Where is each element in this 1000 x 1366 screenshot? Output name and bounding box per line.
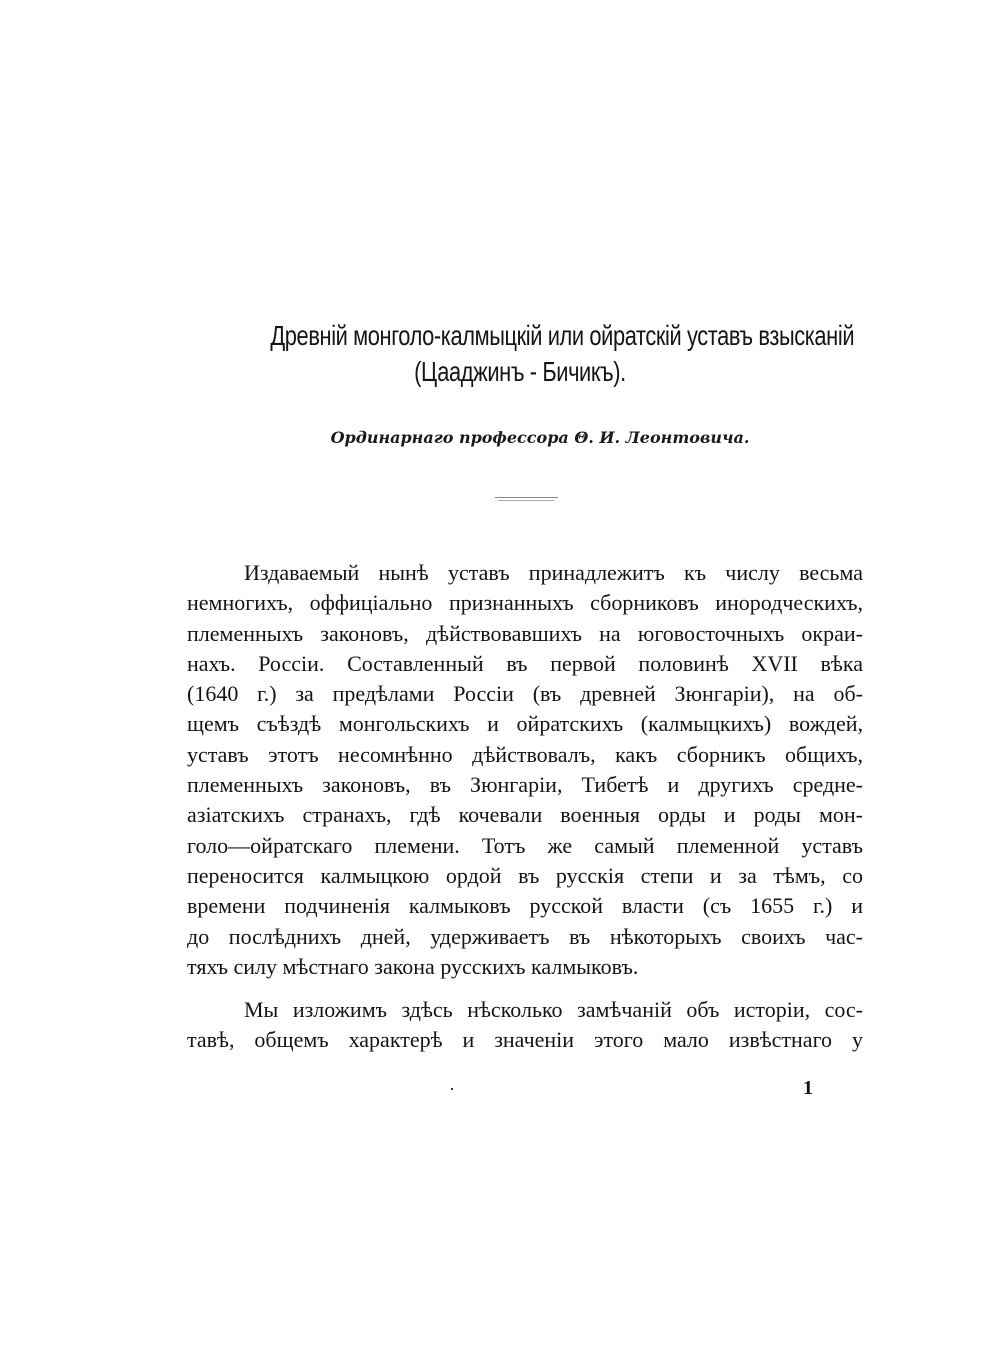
paragraph-1 [187,558,863,982]
paragraph-line: голо—ойратскаго племени. Тотъ же самый племенной уставъ [187,832,863,858]
paragraph-line: тяхъ силу мѣстнаго закона русскихъ калмыковъ. [187,953,639,979]
paragraph-line: переносится калмыцкою ордой въ русскія степи и за тѣмъ, со [187,862,863,888]
paragraph-line: Мы изложимъ здѣсь нѣсколько замѣчаній объ исторіи, сос- [244,997,863,1023]
paragraph-line: времени подчиненія калмыковъ русской власти (съ 1655 г.) и [187,893,863,919]
paragraph-line: немногихъ, оффиціально признанныхъ сборниковъ инородческихъ, [187,590,863,616]
paragraph-line: (1640 г.) за предѣлами Россіи (въ древней Зюнгаріи), на об- [187,681,863,707]
paragraph-line: племенныхъ законовъ, въ Зюнгаріи, Тибетѣ и другихъ средне- [187,772,863,798]
title-line-1: Древній монголо-калмыцкій или ойратскій уставъ взысканій [270,320,855,351]
paragraph-line: азіатскихъ странахъ, гдѣ кочевали военныя орды и роды мон- [187,802,863,828]
separator-line-top [495,497,558,498]
paragraph-line: щемъ съѣздѣ монгольскихъ и ойратскихъ (калмыцкихъ) вождей, [187,711,863,737]
paragraph-line: нахъ. Россіи. Составленный въ первой половинѣ XVII вѣка [187,650,863,676]
paragraph-line: Издаваемый нынѣ уставъ принадлежитъ къ числу весьма [244,560,863,585]
paragraph-line: тавѣ, общемъ характерѣ и значеніи этого мало извѣстнаго у [187,1027,863,1053]
body-text [187,558,863,1056]
author-byline-text: Ординарнаго профессора Θ. И. Леонтовича. [330,428,750,447]
page-footer [0,1077,1000,1107]
author-byline [200,428,840,447]
document-title [200,318,855,390]
page-number: 1 [803,1077,813,1099]
paragraph-line: уставъ этотъ несомнѣнно дѣйствовалъ, какъ сборникъ общихъ, [187,741,863,767]
paragraph-line: до послѣднихъ дней, удерживаетъ въ нѣкоторыхъ своихъ час- [187,923,863,949]
separator-rule [495,497,558,501]
paragraph-line: племенныхъ законовъ, дѣйствовавшихъ на юговосточныхъ окраи- [187,620,863,646]
paragraph-2 [187,995,863,1056]
footer-dot: · [449,1079,455,1099]
separator-line-bottom [498,500,554,501]
title-line-2: (Цааджинъ - Бичикъ). [414,356,626,387]
